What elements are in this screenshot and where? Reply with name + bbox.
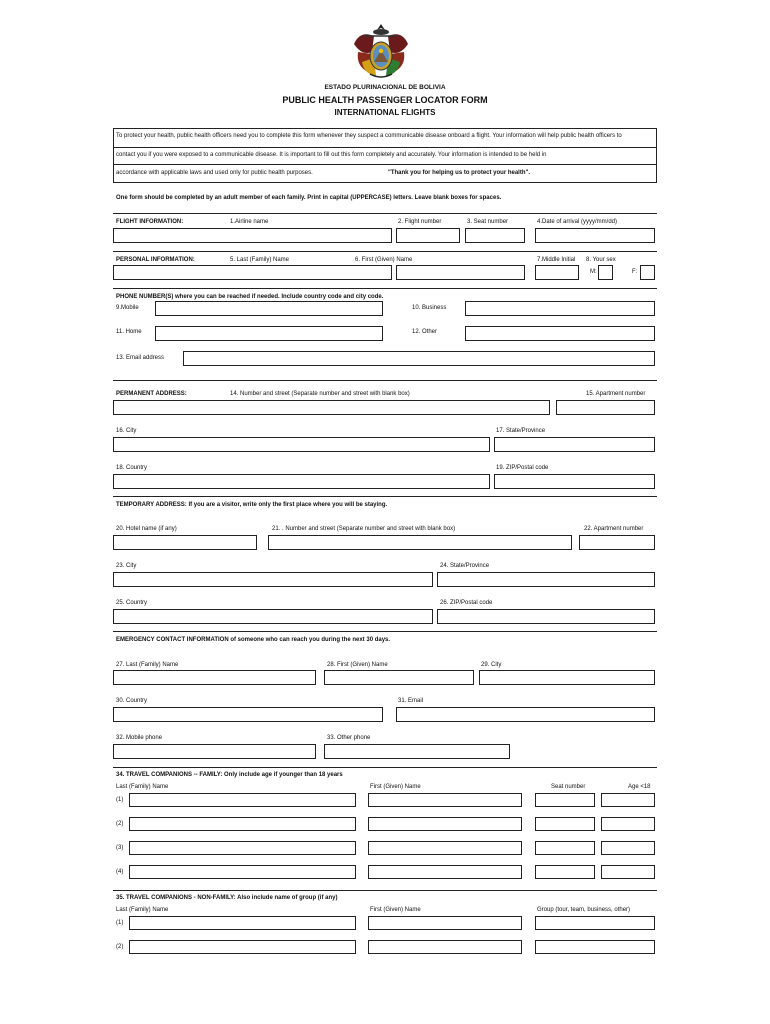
nonfamily-last-header: Last (Family) Name: [116, 907, 169, 913]
family-seat-header: Seat number: [551, 784, 586, 790]
intro-rule: [113, 147, 657, 148]
last-name-field[interactable]: [113, 265, 392, 280]
sex-female-checkbox[interactable]: [640, 265, 655, 280]
emergency-last-label: 27. Last (Family) Name: [116, 662, 179, 668]
mobile-field[interactable]: [155, 301, 383, 316]
sex-female-label: F:: [632, 269, 638, 275]
family-row-3-seat-field[interactable]: [535, 841, 595, 855]
emergency-mobile-label: 32. Mobile phone: [116, 735, 163, 741]
family-row-label: (2): [116, 821, 124, 827]
family-row-4-first-field[interactable]: [368, 865, 522, 879]
home-phone-field[interactable]: [155, 326, 383, 341]
family-row-2-seat-field[interactable]: [535, 817, 595, 831]
permanent-street-label: 14. Number and street (Separate number and street with blank box): [230, 391, 410, 397]
airline-field[interactable]: [113, 228, 392, 243]
other-phone-label: 12. Other: [412, 329, 438, 335]
first-name-field[interactable]: [396, 265, 525, 280]
intro-line-2: contact you if you were exposed to a communicable disease. It is important to fill out this form completely and accurately. Your information is intended to be held in: [116, 152, 547, 158]
temporary-country-field[interactable]: [113, 609, 433, 624]
temporary-state-label: 24. State/Province: [440, 563, 490, 569]
family-row-4-last-field[interactable]: [129, 865, 356, 879]
sex-label: 8. Your sex: [586, 257, 616, 263]
section-divider: [113, 251, 657, 252]
nonfamily-first-header: First (Given) Name: [370, 907, 421, 913]
permanent-section-label: PERMANENT ADDRESS:: [116, 391, 187, 397]
permanent-state-label: 17. State/Province: [496, 428, 546, 434]
section-divider: [113, 890, 657, 891]
emergency-city-label: 29. City: [481, 662, 502, 668]
intro-thanks: "Thank you for helping us to protect your health".: [388, 170, 531, 176]
section-divider: [113, 380, 657, 381]
temporary-section-label: TEMPORARY ADDRESS: If you are a visitor, write only the first place where you will be staying.: [116, 502, 388, 508]
nonfamily-row-1-last-field[interactable]: [129, 916, 356, 930]
nonfamily-row-label: (2): [116, 944, 124, 950]
family-row-1-seat-field[interactable]: [535, 793, 595, 807]
temporary-street-field[interactable]: [268, 535, 572, 550]
family-row-1-last-field[interactable]: [129, 793, 356, 807]
intro-rule: [113, 164, 657, 165]
family-row-label: (1): [116, 797, 124, 803]
temporary-apartment-field[interactable]: [579, 535, 655, 550]
emergency-country-field[interactable]: [113, 707, 383, 722]
section-divider: [113, 767, 657, 768]
nonfamily-row-label: (1): [116, 920, 124, 926]
family-row-2-first-field[interactable]: [368, 817, 522, 831]
business-phone-field[interactable]: [465, 301, 655, 316]
other-phone-field[interactable]: [465, 326, 655, 341]
emergency-first-label: 28. First (Given) Name: [327, 662, 388, 668]
sex-male-checkbox[interactable]: [598, 265, 613, 280]
family-row-3-first-field[interactable]: [368, 841, 522, 855]
form-title: PUBLIC HEALTH PASSENGER LOCATOR FORM: [282, 95, 488, 105]
airline-label: 1.Airline name: [230, 219, 269, 225]
family-last-header: Last (Family) Name: [116, 784, 169, 790]
last-name-label: 5. Last (Family) Name: [230, 257, 290, 263]
state-name: ESTADO PLURINACIONAL DE BOLIVIA: [324, 84, 446, 91]
arrival-date-field[interactable]: [535, 228, 655, 243]
temporary-street-label: 21. . Number and street (Separate number and street with blank box): [272, 526, 456, 532]
email-label: 13. Email address: [116, 355, 165, 361]
permanent-apartment-field[interactable]: [556, 400, 655, 415]
instruction-text: One form should be completed by an adult member of each family. Print in capital (UPPERCASE) letters. Leave blank boxes for spaces.: [116, 195, 502, 201]
seat-number-label: 3. Seat number: [467, 219, 509, 225]
nonfamily-row-1-group-field[interactable]: [535, 916, 655, 930]
family-row-2-age-field[interactable]: [601, 817, 655, 831]
temporary-apartment-label: 22. Apartment number: [584, 526, 644, 532]
emergency-first-field[interactable]: [324, 670, 474, 685]
permanent-country-field[interactable]: [113, 474, 490, 489]
permanent-zip-field[interactable]: [494, 474, 655, 489]
nonfamily-section-label: 35. TRAVEL COMPANIONS - NON-FAMILY: Also include name of group (if any): [116, 895, 338, 901]
section-divider: [113, 496, 657, 497]
section-divider: [113, 631, 657, 632]
nonfamily-row-2-last-field[interactable]: [129, 940, 356, 954]
permanent-zip-label: 19. ZIP/Postal code: [496, 465, 549, 471]
permanent-street-field[interactable]: [113, 400, 550, 415]
intro-line-1: To protect your health, public health officers need you to complete this form whenever they suspect a communicable disease onboard a flight. Your information will help public health officers to: [116, 133, 622, 139]
emergency-last-field[interactable]: [113, 670, 316, 685]
family-age-header: Age <18: [628, 784, 651, 790]
temporary-city-label: 23. City: [116, 563, 137, 569]
family-first-header: First (Given) Name: [370, 784, 421, 790]
family-row-3-last-field[interactable]: [129, 841, 356, 855]
flight-section-label: FLIGHT INFORMATION:: [116, 219, 184, 225]
section-divider: [113, 213, 657, 214]
nonfamily-row-2-group-field[interactable]: [535, 940, 655, 954]
intro-line-3: accordance with applicable laws and used only for public health purposes.: [116, 170, 313, 176]
emergency-country-label: 30. Country: [116, 698, 148, 704]
hotel-label: 20. Hotel name (if any): [116, 526, 177, 532]
nonfamily-row-2-first-field[interactable]: [368, 940, 522, 954]
home-label: 11. Home: [116, 329, 142, 335]
nonfamily-group-header: Group (tour, team, business, other): [537, 907, 631, 913]
temporary-city-field[interactable]: [113, 572, 433, 587]
emergency-city-field[interactable]: [479, 670, 655, 685]
permanent-city-label: 16. City: [116, 428, 137, 434]
permanent-state-field[interactable]: [494, 437, 655, 452]
hotel-field[interactable]: [113, 535, 257, 550]
temporary-country-label: 25. Country: [116, 600, 148, 606]
arrival-date-label: 4.Date of arrival (yyyy/mm/dd): [537, 219, 618, 225]
flight-number-field[interactable]: [396, 228, 460, 243]
family-row-label: (4): [116, 869, 124, 875]
family-row-3-age-field[interactable]: [601, 841, 655, 855]
middle-initial-label: 7.Middle Initial: [537, 257, 576, 263]
temporary-zip-field[interactable]: [437, 609, 655, 624]
personal-section-label: PERSONAL INFORMATION:: [116, 257, 195, 263]
first-name-label: 6. First (Given) Name: [355, 257, 413, 263]
permanent-apartment-label: 15. Apartment number: [586, 391, 646, 397]
permanent-country-label: 18. Country: [116, 465, 148, 471]
family-row-1-age-field[interactable]: [601, 793, 655, 807]
email-field[interactable]: [183, 351, 655, 366]
form-subtitle: INTERNATIONAL FLIGHTS: [334, 108, 436, 117]
emergency-email-field[interactable]: [396, 707, 655, 722]
emergency-mobile-field[interactable]: [113, 744, 316, 759]
section-divider: [113, 288, 657, 289]
temporary-state-field[interactable]: [437, 572, 655, 587]
sex-male-label: M:: [590, 269, 597, 275]
middle-initial-field[interactable]: [535, 265, 579, 280]
temporary-zip-label: 26. ZIP/Postal code: [440, 600, 493, 606]
permanent-city-field[interactable]: [113, 437, 490, 452]
business-label: 10. Business: [412, 305, 447, 311]
phone-section-label: PHONE NUMBER(S) where you can be reached if needed. Include country code and city code.: [116, 294, 384, 300]
emergency-other-field[interactable]: [324, 744, 510, 759]
coat-of-arms-emblem: [350, 22, 412, 80]
family-row-2-last-field[interactable]: [129, 817, 356, 831]
family-row-4-age-field[interactable]: [601, 865, 655, 879]
emergency-email-label: 31. Email: [398, 698, 424, 704]
family-row-label: (3): [116, 845, 124, 851]
emergency-section-label: EMERGENCY CONTACT INFORMATION of someone who can reach you during the next 30 days.: [116, 637, 391, 643]
nonfamily-row-1-first-field[interactable]: [368, 916, 522, 930]
family-row-4-seat-field[interactable]: [535, 865, 595, 879]
emergency-other-label: 33. Other phone: [327, 735, 371, 741]
flight-number-label: 2. Flight number: [398, 219, 442, 225]
family-section-label: 34. TRAVEL COMPANIONS -- FAMILY: Only include age if younger than 18 years: [116, 772, 343, 778]
seat-number-field[interactable]: [465, 228, 525, 243]
family-row-1-first-field[interactable]: [368, 793, 522, 807]
mobile-label: 9.Mobile: [116, 305, 139, 311]
